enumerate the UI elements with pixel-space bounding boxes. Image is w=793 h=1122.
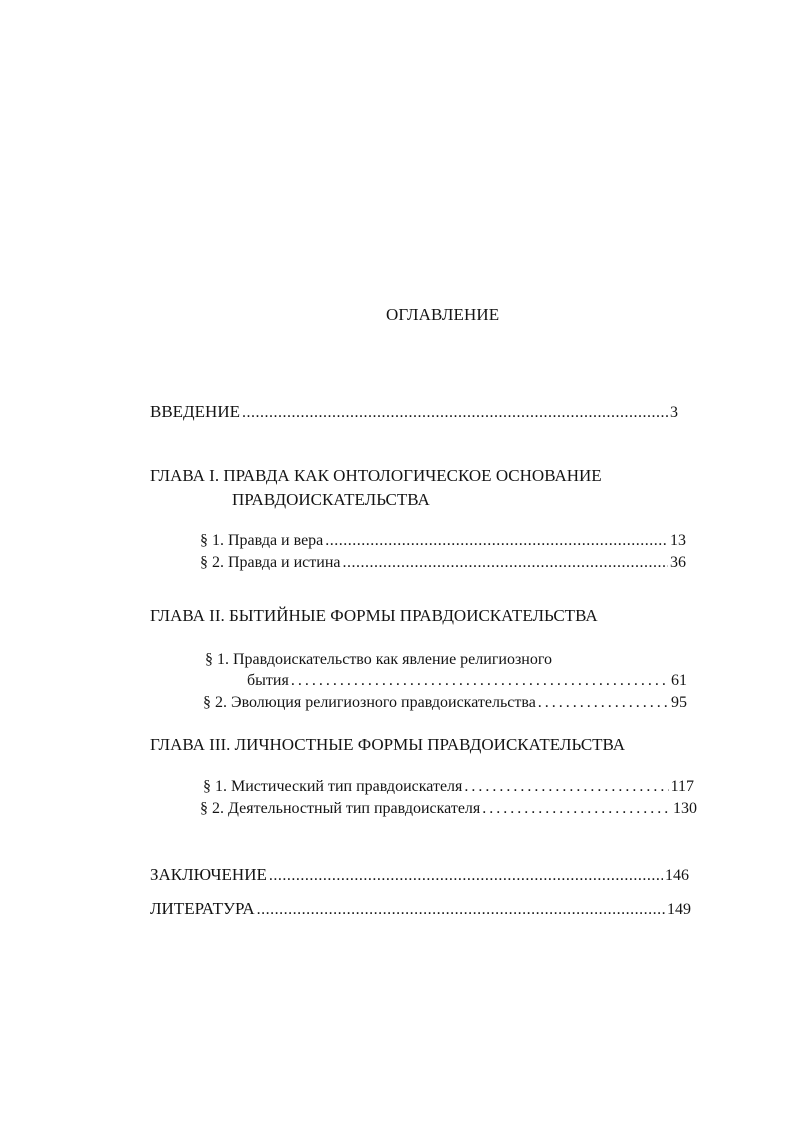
dot-leader	[291, 672, 669, 690]
toc-entry-section-3-2	[200, 800, 697, 818]
toc-entry-label: ВВЕДЕНИЕ	[150, 402, 240, 421]
toc-entry-section-3-1	[203, 778, 694, 796]
dot-leader	[257, 901, 665, 919]
dot-leader	[482, 800, 671, 818]
dot-leader	[464, 778, 668, 796]
toc-entry-section-1-2	[200, 554, 686, 572]
dot-leader	[343, 554, 669, 572]
toc-entry-page: 36	[670, 554, 686, 571]
toc-entry-conclusion	[150, 865, 689, 885]
chapter-2-heading: ГЛАВА II. БЫТИЙНЫЕ ФОРМЫ ПРАВДОИСКАТЕЛЬСТВА	[150, 606, 598, 625]
toc-entry-label: § 1. Правда и вера	[200, 532, 324, 549]
toc-entry-label: § 1. Мистический тип правдоискателя	[203, 778, 463, 795]
toc-entry-page: 3	[670, 404, 678, 421]
toc-entry-page: 117	[670, 778, 694, 795]
toc-entry-section-2-2	[203, 694, 687, 712]
toc-entry-section-2-1	[247, 672, 687, 690]
toc-entry-label: бытия	[247, 672, 289, 689]
page-title: ОГЛАВЛЕНИЕ	[386, 305, 500, 324]
toc-entry-label: ЛИТЕРАТУРА	[150, 899, 255, 918]
chapter-1-heading-continued: ПРАВДОИСКАТЕЛЬСТВА	[232, 490, 430, 509]
dot-leader	[538, 694, 669, 712]
toc-entry-introduction	[150, 402, 678, 422]
toc-entry-page: 61	[671, 672, 687, 689]
toc-entry-page: 130	[673, 800, 697, 817]
toc-entry-label: § 2. Деятельностный тип правдоискателя	[200, 800, 481, 817]
chapter-3-heading: ГЛАВА III. ЛИЧНОСТНЫЕ ФОРМЫ ПРАВДОИСКАТЕЛЬСТВА	[150, 735, 626, 754]
toc-entry-page: 146	[665, 867, 689, 884]
toc-entry-page: 13	[670, 532, 686, 549]
toc-entry-label: § 2. Эволюция религиозного правдоискательства	[203, 694, 536, 711]
toc-entry-label: § 2. Правда и истина	[200, 554, 341, 571]
dot-leader	[269, 867, 663, 885]
toc-entry-page: 95	[671, 694, 687, 711]
toc-entry-page: 149	[667, 901, 691, 918]
chapter-1-heading: ГЛАВА I. ПРАВДА КАК ОНТОЛОГИЧЕСКОЕ ОСНОВАНИЕ	[150, 466, 602, 485]
toc-entry-literature	[150, 899, 691, 919]
dot-leader	[242, 404, 668, 422]
dot-leader	[325, 532, 668, 550]
toc-entry-label: ЗАКЛЮЧЕНИЕ	[150, 865, 267, 884]
toc-entry-section-1-1	[200, 532, 686, 550]
toc-entry-section-2-1-first-line: § 1. Правдоискательство как явление религиозного	[205, 651, 552, 668]
